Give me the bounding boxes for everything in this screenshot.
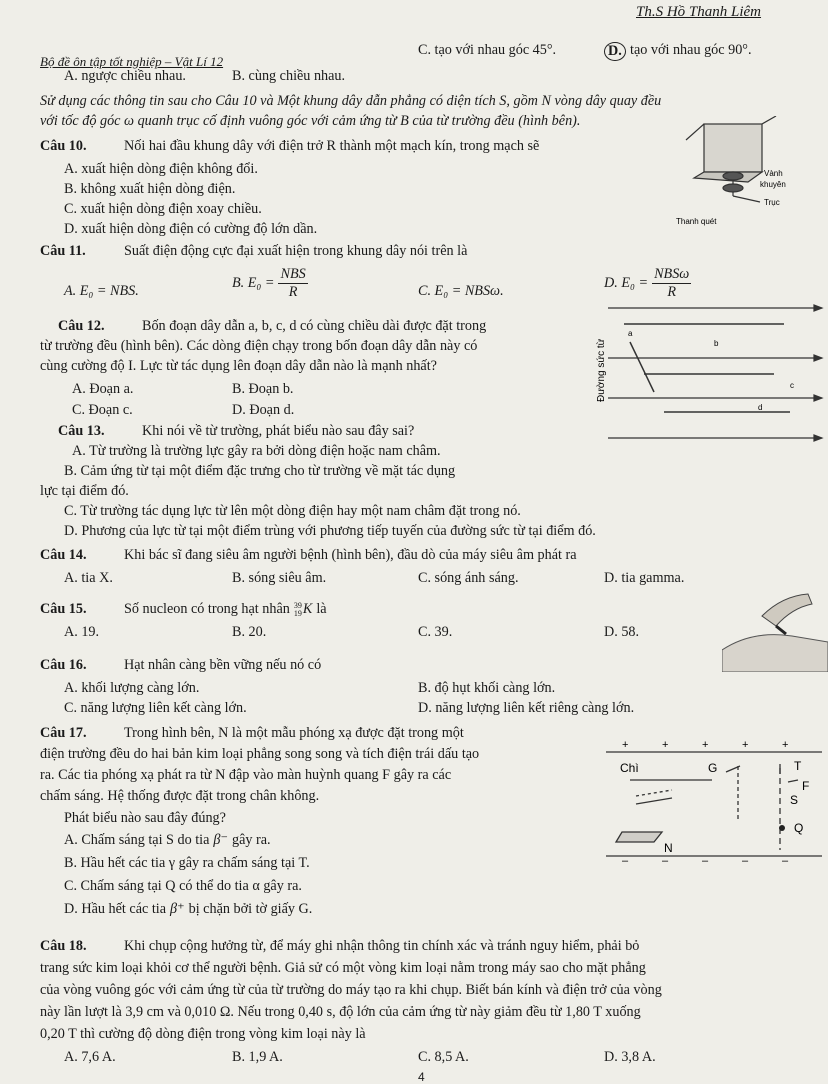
q12-option-b: B. Đoạn b. (232, 381, 294, 397)
q11-option-a: A. E₀ = NBS. (64, 283, 139, 299)
q16-number: Câu 16. (40, 657, 87, 673)
q13-option-d: D. Phương của lực từ tại một điểm trùng với phương tiếp tuyến của đường sức từ tại điểm đó. (64, 523, 596, 539)
q17-option-d-particle: β⁺ (170, 901, 185, 917)
q18-option-c: C. 8,5 A. (418, 1049, 469, 1065)
q16-option-a: A. khối lượng càng lớn. (64, 680, 200, 696)
fig-plus-3: + (702, 740, 709, 751)
q16-option-d: D. năng lượng liên kết riêng càng lớn. (418, 700, 635, 716)
nuclide-numbers (294, 602, 302, 618)
q17-option-d-post: bị chặn bởi tờ giấy G. (188, 901, 313, 917)
q11-option-b-fraction (278, 266, 307, 301)
fig-plus-5: + (782, 740, 789, 751)
intro-line-1: Sử dụng các thông tin sau cho Câu 10 và Một khung dây dẫn phẳng có diện tích S, gồm N vòng dây quay đều (40, 93, 662, 109)
fig-label-a: a (628, 329, 633, 338)
q18-line-3: của vòng vuông góc với cảm ứng từ của từ trường do máy tạo ra khi chụp. Biết bán kính và điện trở của vòng (40, 982, 662, 998)
fig-label-c: c (790, 381, 794, 390)
q11-option-b (232, 266, 308, 301)
q12-line-2: từ trường đều (hình bên). Các dòng điện chạy trong bốn đoạn dây dẫn này có (40, 338, 478, 354)
q18-line-5: 0,20 T thì cường độ dòng điện trong vòng kim loại này là (40, 1026, 366, 1042)
q11-option-d (604, 266, 691, 301)
fig-label-khuyen: khuyên (760, 180, 786, 189)
fig-axis-label: Đường sức từ (596, 338, 607, 402)
q12-number: Câu 12. (58, 318, 105, 334)
q9-option-c: C. tạo với nhau góc 45°. (418, 42, 557, 58)
fig-label-thanh-quet: Thanh quét (676, 217, 717, 226)
q17-option-c: C. Chấm sáng tại Q có thể do tia α gây ra. (64, 878, 302, 894)
q12-line-3: cùng cường độ I. Lực từ tác dụng lên đoạn dây dẫn nào là mạnh nhất? (40, 358, 437, 374)
q17-option-a-post: gây ra. (231, 832, 271, 848)
q18-number: Câu 18. (40, 938, 87, 954)
q15-option-d: D. 58. (604, 624, 640, 640)
q15-stem (124, 601, 327, 618)
q11-option-d-denominator: R (667, 284, 677, 300)
fig-label-s: S (790, 793, 799, 807)
q18-option-b: B. 1,9 A. (232, 1049, 283, 1065)
intro-line-2: với tốc độ góc ω quanh trục cố định vuông góc với cảm ứng từ B của từ trường đều (hình bên). (40, 113, 581, 129)
q14-number: Câu 14. (40, 547, 87, 563)
q14-option-c: C. sóng ánh sáng. (418, 570, 519, 586)
q15-number: Câu 15. (40, 601, 87, 617)
fig-minus-5: – (782, 855, 789, 862)
q9-option-d-letter: D. (604, 42, 626, 61)
q18-line-4: này lần lượt là 3,9 cm và 0,010 Ω. Nếu trong 0,40 s, độ lớn của cảm ứng từ này giảm đều từ 1,80 T xuống (40, 1004, 641, 1020)
radiation-figure (602, 740, 826, 862)
fig-minus-1: – (622, 855, 629, 862)
q13-option-b-line-1: B. Cảm ứng từ tại một điểm đặc trưng cho từ trường về mặt tác dụng (64, 463, 456, 479)
q13-option-b-line-2: lực tại điểm đó. (40, 483, 129, 499)
q13-stem: Khi nói về từ trường, phát biểu nào sau đây sai? (142, 423, 415, 439)
q11-option-b-denominator: R (288, 284, 298, 300)
q17-option-d (64, 901, 312, 918)
q11-number: Câu 11. (40, 243, 86, 259)
q18-option-d: D. 3,8 A. (604, 1049, 656, 1065)
q11-option-d-label: D. E₀ = (604, 275, 649, 291)
fig-label-vanh: Vành (764, 169, 783, 178)
q9-option-b: B. cùng chiều nhau. (232, 68, 346, 84)
q10-stem: Nối hai đầu khung dây với điện trở R thành một mạch kín, trong mạch sẽ (124, 138, 540, 154)
q18-option-a: A. 7,6 A. (64, 1049, 116, 1065)
q12-option-a: A. Đoạn a. (72, 381, 134, 397)
q13-option-a: A. Từ trường là trường lực gây ra bởi dòng điện hoặc nam châm. (72, 443, 441, 459)
q10-option-b: B. không xuất hiện dòng điện. (64, 181, 236, 197)
ultrasound-figure (722, 586, 828, 672)
nuclide-notation (294, 601, 312, 618)
q16-option-b: B. độ hụt khối càng lớn. (418, 680, 556, 696)
fig-label-n: N (664, 841, 673, 855)
fig-plus-2: + (662, 740, 669, 751)
fig-plus-1: + (622, 740, 629, 751)
fig-minus-2: – (662, 855, 669, 862)
q17-option-a-pre: A. Chấm sáng tại S do tia (64, 832, 210, 848)
header-author: Th.S Hồ Thanh Liêm (636, 4, 762, 20)
fig-label-b: b (714, 339, 719, 348)
q18-line-2: trang sức kim loại khỏi cơ thể người bệnh. Giả sử có một vòng kim loại nằm trong máy sao cho mặt phẳng (40, 960, 646, 976)
fig-label-d: d (758, 403, 763, 412)
q11-option-c: C. E₀ = NBSω. (418, 283, 504, 299)
q17-number: Câu 17. (40, 725, 87, 741)
q17-line-4: chấm sáng. Hệ thống được đặt trong chân không. (40, 788, 320, 804)
q14-option-a: A. tia X. (64, 570, 113, 586)
nuclide-atomic-number: 19 (293, 608, 302, 618)
q12-option-d: D. Đoạn d. (232, 402, 295, 418)
q18-line-1: Khi chụp cộng hưởng từ, để máy ghi nhận thông tin chính xác và tránh nguy hiểm, phải bỏ (124, 938, 640, 954)
fig-label-chi: Chì (620, 761, 639, 775)
generator-figure (664, 116, 794, 228)
magnetic-field-figure (594, 302, 828, 452)
header-subtitle: Bộ đề ôn tập tốt nghiệp – Vật Lí 12 (40, 54, 224, 69)
nuclide-symbol: K (302, 601, 313, 617)
q10-option-c: C. xuất hiện dòng điện xoay chiều. (64, 201, 262, 217)
q11-option-d-numerator: NBSω (654, 266, 690, 282)
q13-option-c: C. Từ trường tác dụng lực từ lên một dòng điện hay một nam châm đặt trong nó. (64, 503, 521, 519)
fig-label-truc: Trục (764, 198, 780, 207)
q11-option-d-fraction (652, 266, 691, 301)
nuclide-mass-number: 39 (293, 600, 302, 610)
q12-line-1: Bốn đoạn dây dẫn a, b, c, d có cùng chiều dài được đặt trong (142, 318, 487, 334)
q17-option-a (64, 832, 271, 849)
q17-option-b: B. Hầu hết các tia γ gây ra chấm sáng tại T. (64, 855, 310, 871)
q15-stem-end: là (316, 601, 327, 617)
q17-line-1: Trong hình bên, N là một mẫu phóng xạ được đặt trong một (124, 725, 464, 741)
fig-label-t: T (794, 759, 802, 773)
fig-minus-3: – (702, 855, 709, 862)
fig-minus-4: – (742, 855, 749, 862)
q11-stem: Suất điện động cực đại xuất hiện trong khung dây nói trên là (124, 243, 468, 259)
q9-option-a: A. ngược chiều nhau. (64, 68, 186, 84)
q11-option-b-label: B. E₀ = (232, 275, 275, 291)
fig-plus-4: + (742, 740, 749, 751)
q14-option-d: D. tia gamma. (604, 570, 685, 586)
q14-option-b: B. sóng siêu âm. (232, 570, 327, 586)
q15-option-a: A. 19. (64, 624, 100, 640)
q15-option-c: C. 39. (418, 624, 453, 640)
q17-line-2: điện trường đều do hai bản kim loại phẳng song song và tích điện trái dấu tạo (40, 746, 480, 762)
fig-label-g: G (708, 761, 718, 775)
q11-option-b-numerator: NBS (280, 266, 306, 282)
q15-option-b: B. 20. (232, 624, 267, 640)
page-number: 4 (418, 1070, 425, 1084)
q12-option-c: C. Đoạn c. (72, 402, 133, 418)
q10-option-d: D. xuất hiện dòng điện có cường độ lớn dần. (64, 221, 318, 237)
q17-line-5: Phát biểu nào sau đây đúng? (64, 810, 226, 826)
q13-number: Câu 13. (58, 423, 105, 439)
q10-option-a: A. xuất hiện dòng điện không đổi. (64, 161, 258, 177)
q17-line-3: ra. Các tia phóng xạ phát ra từ N đập vào màn huỳnh quang F gây ra các (40, 767, 452, 783)
q10-number: Câu 10. (40, 138, 87, 154)
q15-stem-text: Số nucleon có trong hạt nhân (124, 601, 290, 617)
q17-option-d-pre: D. Hầu hết các tia (64, 901, 167, 917)
q17-option-a-particle: β⁻ (213, 832, 228, 848)
q9-option-d: tạo với nhau góc 90°. (630, 42, 752, 58)
q16-stem: Hạt nhân càng bền vững nếu nó có (124, 657, 322, 673)
q16-option-c: C. năng lượng liên kết càng lớn. (64, 700, 247, 716)
fig-label-f: F (802, 779, 810, 793)
q14-stem: Khi bác sĩ đang siêu âm người bệnh (hình bên), đầu dò của máy siêu âm phát ra (124, 547, 577, 563)
fig-label-q: Q (794, 821, 804, 835)
